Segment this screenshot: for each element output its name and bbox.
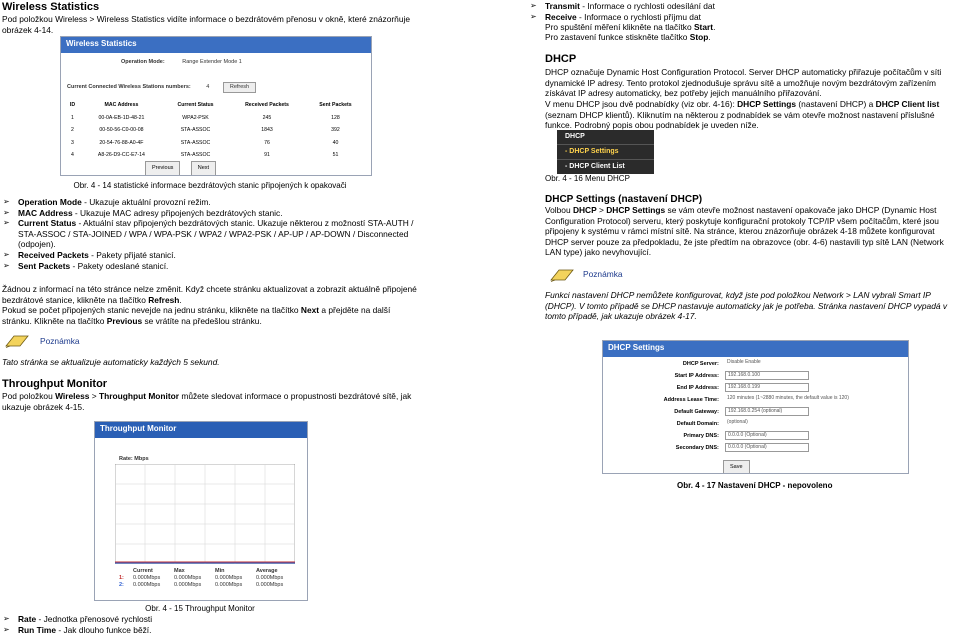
bullet-item: ➢ MAC Address - Ukazuje MAC adresy připojených bezdrátových stanic.	[3, 207, 283, 218]
legend-cell: 0.000Mbps	[215, 575, 243, 581]
throughput-monitor-title: Throughput Monitor	[2, 378, 108, 390]
dhcp-form-row	[603, 443, 908, 453]
table-cell: A8-26-D9-CC-E7-14	[97, 152, 145, 159]
dhcp-field-input[interactable]: 192.168.0.100	[725, 371, 809, 380]
dhcp-form-row	[603, 359, 908, 369]
legend-cell: 0.000Mbps	[133, 575, 161, 581]
arrow-bullet-icon: ➢	[3, 207, 10, 217]
tm-shot-header: Throughput Monitor	[95, 422, 307, 438]
ws-refresh-button[interactable]: Refresh	[223, 82, 256, 93]
dhcp-description: DHCP označuje Dynamic Host Configuration Protocol. Server DHCP automaticky přiřazuje počítačům v síti dynamické IP adresy. Tento protokol zjednodušuje správu sítě a umožňuje novým bezdrátovým zařízením získávat IP adresy automaticky, bez potřeby jejich manuálního přiřazování.	[545, 67, 942, 99]
ds-save-button[interactable]: Save	[723, 460, 750, 474]
arrow-bullet-icon: ➢	[3, 260, 10, 270]
table-cell: 00-50-56-C0-00-08	[99, 127, 144, 134]
bullet-item: ➢ Transmit - Informace o rychlosti odesílání dat	[530, 1, 715, 11]
bullet-item: ➢ Rate - Jednotka přenosové rychlosti	[3, 614, 153, 624]
next-previous-paragraph: Pokud se počet připojených stanic nevejde na jednu stránku, klikněte na tlačítko Next a přejděte na další stránku. Klikněte na tlačítko Previous se vrátíte na předešlou stránku.	[2, 305, 391, 326]
ds-caption: Obr. 4 - 17 Nastavení DHCP - nepovoleno	[677, 481, 833, 490]
stop-text: Pro zastavení funkce stiskněte tlačítko Stop.	[545, 32, 711, 42]
ws-column-header: Current Status	[177, 102, 214, 108]
wireless-statistics-screenshot	[60, 36, 372, 176]
wireless-statistics-title: Wireless Statistics	[2, 1, 100, 13]
dhcp-form-row	[603, 371, 908, 381]
dhcp-field-label: Default Gateway:	[674, 409, 719, 415]
ds-shot-header: DHCP Settings	[603, 341, 908, 357]
ws-column-header: ID	[69, 102, 76, 108]
bullet-item: ➢ Operation Mode - Ukazuje aktuální provozní režim.	[3, 197, 211, 207]
table-cell: STA-ASSOC	[180, 127, 211, 134]
legend-cell: 2:	[119, 582, 124, 588]
legend-row	[119, 575, 299, 582]
ws-caption: Obr. 4 - 14 statistické informace bezdrátových stanic připojených k opakovači	[73, 181, 347, 190]
table-cell: 51	[332, 152, 339, 159]
legend-header: Average	[256, 568, 278, 574]
dhcp-field-label: Address Lease Time:	[663, 397, 719, 403]
dhcp-field-input[interactable]: Disable Enable	[727, 359, 761, 365]
dhcp-field-input[interactable]: (optional)	[727, 419, 748, 425]
legend-cell: 0.000Mbps	[256, 575, 284, 581]
bullet-item: ➢ Receive - Informace o rychlosti příjmu dat	[530, 11, 701, 22]
table-cell: 245	[262, 114, 272, 121]
ws-previous-button[interactable]: Previous	[145, 161, 180, 176]
dhcp-settings-paragraph: Volbou DHCP > DHCP Settings se vám otevře možnost nastavení opakovače jako DHCP (Dynamic Host Configuration Protocol) serveru, který poskytuje konfigurační protokoly TCP/IP všem počítačům, které jsou připojeny k systému v rámci místní sítě. Na stránce, kterou znázorňuje obrázek 4-18 můžete konfigurovat DHCP server pouze za předpokladu, že jste předtím na obrazovce (obr. 4-6) nastavili typ sítě LAN (Network LAN type) jako nevyhovující.	[545, 205, 944, 258]
menu-dhcp-client-list[interactable]: - DHCP Client List	[565, 163, 625, 170]
dhcp-menu-screenshot	[557, 130, 654, 174]
legend-cell: 0.000Mbps	[174, 575, 202, 581]
arrow-bullet-icon: ➢	[3, 624, 10, 634]
note-icon	[549, 268, 575, 282]
table-row	[65, 124, 365, 137]
dhcp-field-label: Secondary DNS:	[675, 445, 719, 451]
legend-cell: 1:	[119, 575, 124, 581]
table-cell: WPA2-PSK	[182, 114, 209, 121]
dhcp-field-label: Primary DNS:	[683, 433, 719, 439]
table-row	[65, 112, 365, 125]
tm-graph	[115, 464, 295, 564]
dhcp-menu-caption: Obr. 4 - 16 Menu DHCP	[545, 174, 630, 183]
ws-field-list	[0, 197, 415, 271]
ws-stations-table	[65, 99, 365, 162]
dhcp-form-row	[603, 383, 908, 393]
legend-cell: 0.000Mbps	[256, 582, 284, 588]
bullet-item: ➢ Received Packets - Pakety přijaté stanicí.	[3, 249, 176, 260]
arrow-bullet-icon: ➢	[3, 614, 10, 623]
table-cell: 91	[264, 152, 270, 159]
arrow-bullet-icon: ➢	[3, 197, 10, 206]
legend-row	[119, 582, 299, 589]
table-cell: 1	[71, 114, 74, 121]
dhcp-field-label: Default Domain:	[676, 421, 719, 427]
legend-cell: 0.000Mbps	[133, 582, 161, 588]
table-cell: 4	[71, 152, 74, 159]
bullet-item: ➢ Current Status - Aktuální stav připojených bezdrátových stanic. Ukazuje některou z možností STA-AUTH / STA-ASSOC / STA-JOINED / WPA / WPA-PSK / WPA2 / WPA2-PSK / AP-UP / AP-DOWN / Disconnected (odpojen).	[3, 218, 414, 250]
ws-current-stations-label: Current Connected Wireless Stations numbers:	[67, 84, 191, 90]
table-cell: 20-54-76-88-A0-4F	[99, 139, 144, 146]
table-cell: STA-ASSOC	[180, 139, 211, 146]
table-cell: 392	[331, 127, 340, 134]
tm-legend	[119, 568, 299, 589]
arrow-bullet-icon: ➢	[530, 1, 537, 10]
table-cell: 00-0A-EB-1D-48-21	[98, 114, 145, 121]
dhcp-settings-screenshot	[602, 340, 909, 474]
dhcp-field-label: End IP Address:	[676, 385, 719, 391]
dhcp-form-row	[603, 431, 908, 441]
ws-operation-mode-label: Operation Mode:	[121, 59, 165, 65]
wireless-statistics-intro: Pod položkou Wireless > Wireless Statistics vidíte informace o bezdrátovém přenosu v okně, které znázorňuje obrázek 4-14.	[2, 14, 411, 35]
dhcp-form-row	[603, 419, 908, 429]
dhcp-field-label: Start IP Address:	[674, 373, 719, 379]
dhcp-settings-title: DHCP Settings (nastavení DHCP)	[545, 194, 703, 205]
note-label: Poznámka	[40, 336, 80, 346]
dhcp-note-label: Poznámka	[583, 269, 623, 279]
arrow-bullet-icon: ➢	[530, 11, 537, 21]
dhcp-title: DHCP	[545, 53, 577, 65]
ws-column-header: Received Packets	[245, 102, 289, 108]
legend-cell: 0.000Mbps	[174, 582, 202, 588]
ws-operation-mode-value: Range Extender Mode 1	[182, 59, 242, 65]
dhcp-field-input[interactable]: 192.168.0.254 (optional)	[725, 407, 809, 416]
dhcp-field-input[interactable]: 0.0.0.0 (Optional)	[725, 443, 809, 452]
table-cell: 128	[331, 114, 340, 121]
ws-shot-header: Wireless Statistics	[61, 37, 371, 53]
menu-dhcp[interactable]: DHCP	[557, 130, 654, 145]
transmit-receive-list	[527, 1, 947, 22]
bullet-item: ➢ Sent Packets - Pakety odeslané stanicí.	[3, 260, 169, 271]
legend-header: Max	[174, 568, 185, 574]
bullet-item: ➢ Run Time - Jak dlouho funkce běží.	[3, 624, 152, 635]
table-cell: 2	[71, 127, 74, 134]
table-cell: 76	[264, 139, 270, 146]
table-cell: STA-ASSOC	[180, 152, 211, 159]
table-row	[65, 137, 365, 150]
dhcp-field-input[interactable]: 120 minutes (1~2880 minutes, the default value is 120)	[727, 395, 849, 401]
arrow-bullet-icon: ➢	[3, 249, 10, 259]
dhcp-submenus-paragraph: V menu DHCP jsou dvě podnabídky (viz obr. 4-16): DHCP Settings (nastavení DHCP) a DHCP Client list (seznam DHCP klientů). Kliknutím na některou z podnabídek se vám otevře možnost nastavení příslušné funkce. Podrobný popis obou podnabídek je uveden níže.	[545, 99, 940, 131]
ws-current-stations-value: 4	[206, 84, 210, 90]
tm-rate-label: Rate: Mbps	[119, 456, 149, 462]
dhcp-note-text: Funkci nastavení DHCP nemůžete konfigurovat, když jste pod položkou Network > LAN vybrali Smart IP (DHCP). V tomto případě se DHCP nastavuje automaticky jak je potřeba. Stránka nastavení DHCP vypadá v tomto případě, jak ukazuje obrázek 4-17.	[545, 290, 948, 322]
refresh-paragraph: Žádnou z informací na této stránce nelze změnit. Když chcete stránku aktualizovat a zobrazit aktuálně připojené bezdrátové stanice, klikněte na tlačítko Refresh.	[2, 284, 417, 305]
note-text: Tato stránka se aktualizuje automaticky každých 5 sekund.	[2, 357, 220, 367]
note-icon	[4, 334, 30, 348]
table-cell: 1843	[261, 127, 273, 134]
dhcp-field-input[interactable]: 0.0.0.0 (Optional)	[725, 431, 809, 440]
tm-caption: Obr. 4 - 15 Throughput Monitor	[145, 604, 255, 613]
ws-column-header: Sent Packets	[319, 102, 352, 108]
legend-header: Min	[215, 568, 225, 574]
table-cell: 3	[71, 139, 74, 146]
ws-column-header: MAC Address	[104, 102, 139, 108]
throughput-monitor-intro: Pod položkou Wireless > Throughput Monitor můžete sledovat informace o propustnosti bezdrátové sítě, jak ukazuje obrázek 4-15.	[2, 391, 412, 412]
table-cell: 40	[332, 139, 339, 146]
arrow-bullet-icon: ➢	[3, 218, 10, 228]
dhcp-field-input[interactable]: 192.168.0.199	[725, 383, 809, 392]
ws-next-button[interactable]: Next	[191, 161, 216, 176]
dhcp-field-label: DHCP Server:	[682, 361, 719, 367]
throughput-monitor-screenshot	[94, 421, 308, 601]
dhcp-form-row	[603, 407, 908, 417]
dhcp-form-row	[603, 395, 908, 405]
menu-dhcp-settings[interactable]: - DHCP Settings	[557, 145, 654, 160]
legend-cell: 0.000Mbps	[215, 582, 243, 588]
start-text: Pro spuštění měření klikněte na tlačítko Start.	[545, 22, 716, 32]
legend-header: Current	[133, 568, 153, 574]
